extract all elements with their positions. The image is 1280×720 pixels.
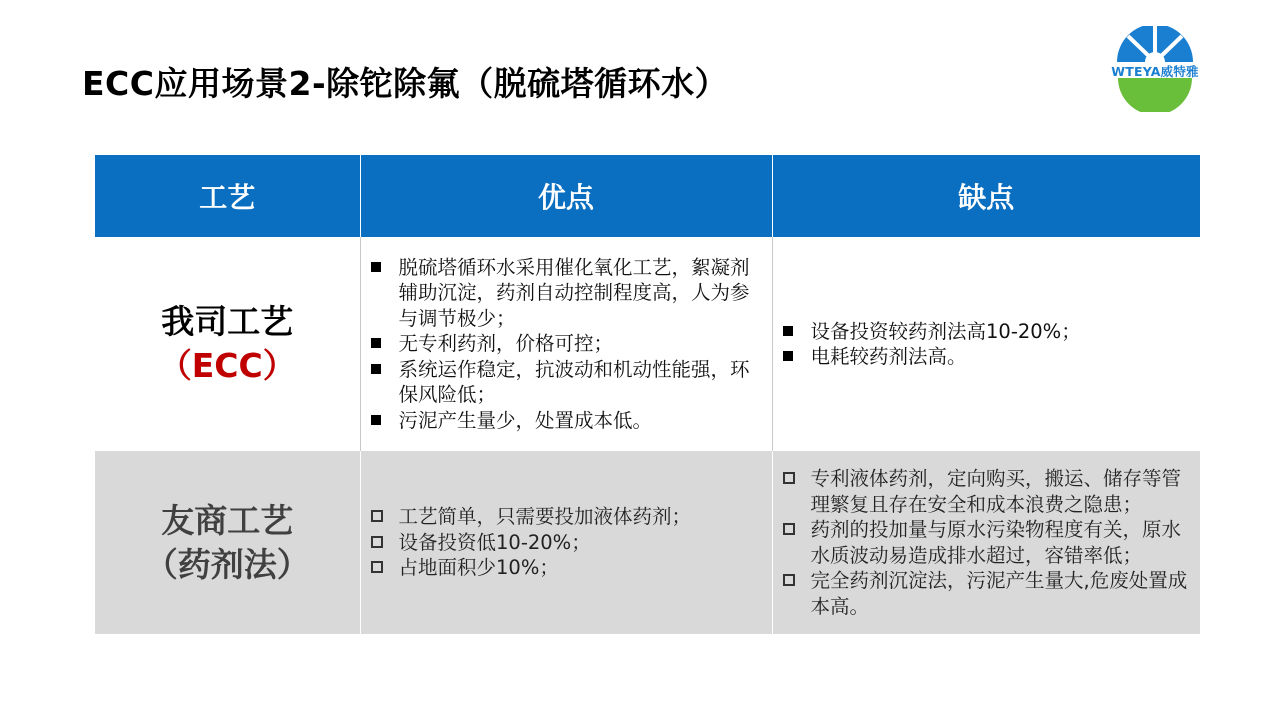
company-logo [1102, 26, 1208, 112]
disadvantages-list [773, 319, 1201, 370]
list-item: 无专利药剂，价格可控； [371, 331, 762, 357]
header-disadvantages: 缺点 [772, 155, 1200, 237]
list-item: 专利液体药剂，定向购买，搬运、储存等管理繁复且存在安全和成本浪费之隐患； [783, 466, 1191, 517]
table-row-ecc [95, 237, 1200, 451]
process-subtitle: （ECC） [158, 346, 296, 385]
slide-title: ECC应用场景2-除铊除氟（脱硫塔循环水） [82, 64, 729, 103]
list-item: 设备投资较药剂法高10-20%； [783, 319, 1191, 345]
list-item: 电耗较药剂法高。 [783, 344, 1191, 370]
advantages-list [361, 255, 772, 434]
table-header-row [95, 155, 1200, 237]
list-item: 污泥产生量少，处置成本低。 [371, 408, 762, 434]
header-advantages: 优点 [360, 155, 772, 237]
process-cell-competitor [95, 451, 360, 634]
process-name: 我司工艺 [161, 302, 294, 341]
process-subtitle: （药剂法） [144, 544, 310, 584]
disadvantages-cell-ecc [772, 237, 1200, 451]
advantages-cell-ecc [360, 237, 772, 451]
logo-text: WTEYA威特雅 [1111, 64, 1199, 79]
list-item: 占地面积少10%； [371, 555, 762, 581]
header-process: 工艺 [95, 155, 360, 237]
table-row-competitor [95, 451, 1200, 634]
advantages-cell-competitor [360, 451, 772, 634]
process-cell-ecc [95, 237, 360, 451]
list-item: 药剂的投加量与原水污染物程度有关，原水水质波动易造成排水超过，容错率低； [783, 517, 1191, 568]
disadvantages-list [773, 466, 1201, 619]
disadvantages-cell-competitor [772, 451, 1200, 634]
list-item: 脱硫塔循环水采用催化氧化工艺，絮凝剂辅助沉淀，药剂自动控制程度高，人为参与调节极少； [371, 255, 762, 332]
list-item: 系统运作稳定，抗波动和机动性能强，环保风险低； [371, 357, 762, 408]
list-item: 完全药剂沉淀法，污泥产生量大,危废处置成本高。 [783, 568, 1191, 619]
process-name: 友商工艺 [161, 500, 294, 540]
comparison-table [95, 155, 1200, 634]
list-item: 工艺简单，只需要投加液体药剂； [371, 504, 762, 530]
list-item: 设备投资低10-20%； [371, 530, 762, 556]
advantages-list [361, 504, 772, 581]
